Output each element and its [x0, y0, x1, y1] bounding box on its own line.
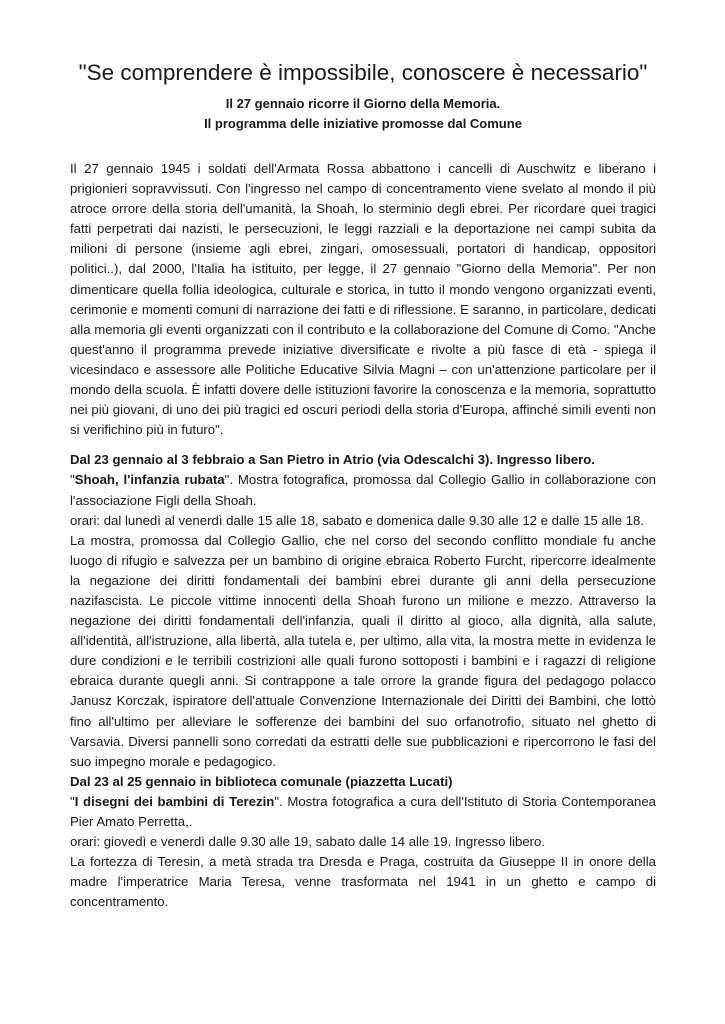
intro-paragraph: Il 27 gennaio 1945 i soldati dell'Armata Rossa abbattono i cancelli di Auschwitz e liberano i prigionieri sopravvissuti. Con l'ingresso nel campo di concentramento viene svelato al mondo il più atroce orrore della storia dell'umanità, la Shoah, lo sterminio degli ebrei. Per ricordare quei tragici fatti perpetrati dai nazisti, le persecuzioni, le leggi razziali e la deportazione nei campi subita da milioni di persone (insieme agli ebrei, zingari, omosessuali, portatori di handicap, oppositori politici..), dal 2000, l'Italia ha istituito, per legge, il 27 gennaio "Giorno della Memoria". Per non dimenticare quella follia ideologica, culturale e storica, in tutto il mondo vengono organizzati eventi, cerimonie e momenti comuni di narrazione dei fatti e di riflessione. E saranno, in particolare, dedicati alla memoria gli eventi organizzati con il contributo e la collaborazione del Comune di Como. "Anche quest'anno il programma prevede iniziative diversificate e rivolte a più fasce di età - spiega il vicesindaco e assessore alle Politiche Educative Silvia Magni – con un'attenzione particolare per il mondo della scuola. È infatti dovere delle istituzioni favorire la conoscenza e la memoria, soprattutto nei più giovani, di uno dei più tragici ed oscuri periodi della storia d'Europa, affinché simili eventi non si verifichino più in futuro". — [70, 161, 656, 438]
event2-title: I disegni dei bambini di Terezin — [74, 793, 275, 809]
event2-hours: orari: giovedì e venerdì dalle 9.30 alle 19, sabato dalle 14 alle 19. Ingresso libero. — [70, 834, 546, 850]
event2-title-rest: ". Mostra fotografica a cura dell'Istituto di Storia Contemporanea Pier Amato Perretta,. — [70, 793, 656, 829]
event2-title-open: " — [70, 793, 75, 809]
document-title: "Se comprendere è impossibile, conoscere è necessario" — [78, 60, 648, 85]
event1-hours: orari: dal lunedì al venerdì dalle 15 alle 18, sabato e domenica dalle 9.30 alle 12 e dalle 15 alle 18. — [70, 512, 645, 528]
event1-heading: Dal 23 gennaio al 3 febbraio a San Pietro in Atrio (via Odescalchi 3) — [70, 452, 490, 468]
event2-heading: Dal 23 al 25 gennaio in biblioteca comunale (piazzetta Lucati) — [70, 773, 453, 789]
event1-title-rest: ". Mostra fotografica, promossa dal Collegio Gallio in collaborazione con l'associazione Figli della Shoah. — [70, 472, 656, 508]
event2-description: La fortezza di Teresin, a metà strada tra Dresda e Praga, costruita da Giuseppe II in onore della madre l'imperatrice Maria Teresa, venne trasformata nel 1941 in un ghetto e campo di concentramento. — [70, 854, 656, 910]
subtitle-line-2: Il programma delle iniziative promosse dal Comune — [204, 116, 522, 131]
event1-title: Shoah, l'infanzia rubata — [74, 472, 225, 488]
document-page — [70, 58, 656, 912]
event1-title-open: " — [70, 472, 75, 488]
event1-heading-line — [70, 450, 656, 470]
event1-heading-suffix: . Ingresso libero. — [489, 452, 595, 468]
subtitle-line-1: Il 27 gennaio ricorre il Giorno della Memoria. — [225, 96, 501, 111]
event2-title-line — [70, 792, 656, 832]
event1-title-line — [70, 470, 656, 510]
event1-description: La mostra, promossa dal Collegio Gallio, che nel corso del secondo conflitto mondiale fu anche luogo di rifugio e salvezza per un bambino di origine ebraica Roberto Furcht, ripercorre idealmente la negazione dei diritti fondamentali dei bambini ebrei durante gli anni della persecuzione nazifascista. Le piccole vittime innocenti della Shoah furono un milione e mezzo. Attraverso la negazione dei diritti fondamentali dell'infanzia, quali il diritto al gioco, alla dignità, alla salute, all'identità, all'istruzione, alla libertà, alla tutela e, per ultimo, alla vita, la mostra mette in evidenza le dure condizioni e le terribili costrizioni alle quali furono sottoposti i bambini e i ragazzi di religione ebraica durante quegli anni. Si contrappone a tale orrore la grande figura del pedagogo polacco Janusz Korczak, ispiratore dell'attuale Convenzione Internazionale dei Diritti dei Bambini, che lottò fino all'ultimo per alleviare le sofferenze dei bambini del suo orfanotrofio, situato nel ghetto di Varsavia. Diversi pannelli sono corredati da estratti delle sue pubblicazioni e ripercorrono le fasi del suo impegno morale e pedagogico. — [70, 532, 656, 769]
